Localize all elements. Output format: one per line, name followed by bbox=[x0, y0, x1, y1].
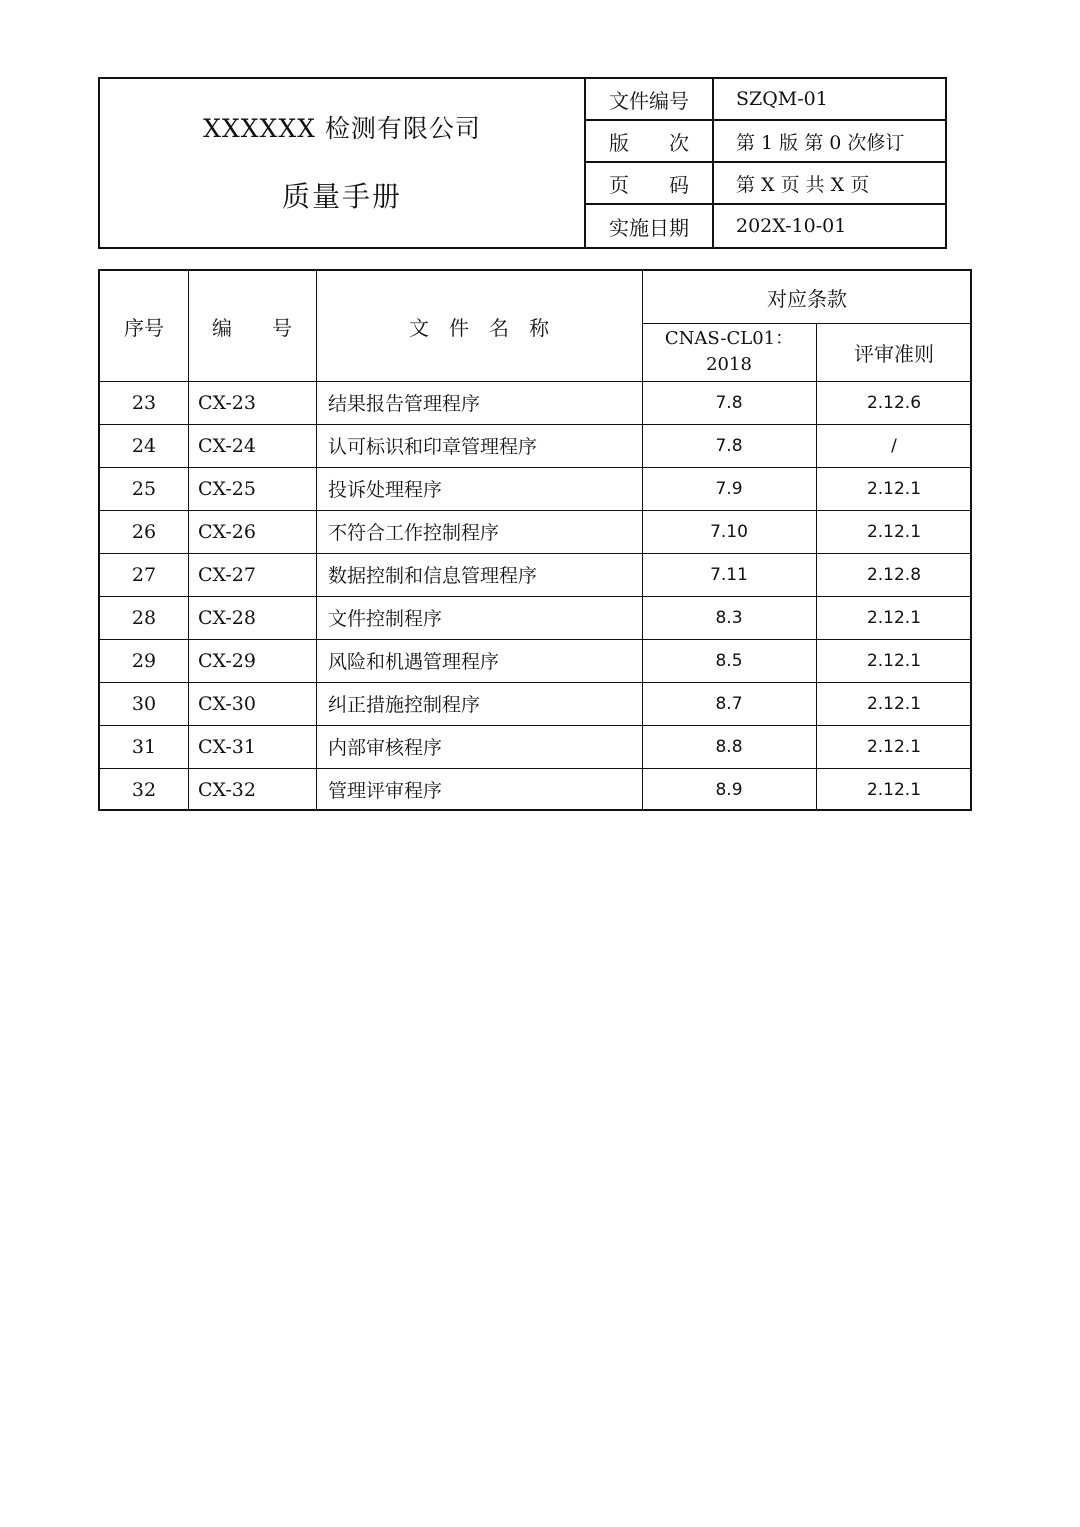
meta-row-page bbox=[586, 163, 945, 205]
cell-review: 2.12.1 bbox=[866, 650, 922, 671]
cell-review: 2.12.1 bbox=[866, 779, 922, 800]
meta-row-edition bbox=[586, 121, 945, 163]
manual-title: 质量手册 bbox=[281, 180, 402, 213]
cell-seq: 27 bbox=[131, 563, 157, 586]
cnas-header-line1: CNAS-CL01： bbox=[664, 328, 794, 349]
column-header-cnas bbox=[642, 323, 816, 381]
meta-row-effective-date bbox=[586, 205, 945, 247]
column-header-review: 评审准则 bbox=[854, 341, 934, 366]
column-header-seq: 序号 bbox=[124, 315, 164, 340]
cell-cnas: 7.9 bbox=[715, 478, 743, 499]
cell-code: CX-27 bbox=[198, 563, 256, 586]
cell-code: CX-32 bbox=[198, 778, 256, 801]
meta-label: 实施日期 bbox=[586, 205, 714, 247]
meta-value: 202X-10-01 bbox=[736, 215, 847, 237]
cell-cnas: 8.9 bbox=[715, 779, 743, 800]
cell-review: 2.12.1 bbox=[866, 478, 922, 499]
cell-name: 文件控制程序 bbox=[328, 608, 443, 630]
cell-cnas: 7.10 bbox=[710, 521, 748, 542]
cell-code: CX-26 bbox=[198, 520, 256, 543]
company-name: XXXXXX 检测有限公司 bbox=[203, 114, 481, 143]
header-meta-block bbox=[586, 79, 945, 247]
cell-review: 2.12.1 bbox=[866, 736, 922, 757]
cell-cnas: 8.3 bbox=[715, 607, 743, 628]
cell-code: CX-24 bbox=[198, 434, 256, 457]
column-header-clauses: 对应条款 bbox=[767, 286, 847, 311]
cell-cnas: 7.8 bbox=[715, 435, 743, 456]
cell-review: 2.12.8 bbox=[866, 564, 922, 585]
cell-seq: 28 bbox=[131, 606, 157, 629]
cell-seq: 24 bbox=[131, 434, 157, 457]
procedure-table bbox=[98, 269, 972, 811]
cell-name: 纠正措施控制程序 bbox=[328, 694, 481, 716]
cell-review: 2.12.1 bbox=[866, 521, 922, 542]
cell-name: 数据控制和信息管理程序 bbox=[328, 565, 538, 587]
column-header-code: 编 号 bbox=[212, 315, 292, 340]
meta-label: 文件编号 bbox=[586, 79, 714, 119]
cell-review: 2.12.1 bbox=[866, 607, 922, 628]
cell-cnas: 8.8 bbox=[715, 736, 743, 757]
column-header-name: 文 件 名 称 bbox=[409, 315, 549, 340]
meta-label: 页 码 bbox=[586, 163, 714, 203]
header-title-block bbox=[100, 79, 586, 247]
document-header bbox=[98, 77, 947, 249]
meta-value: 第 1 版 第 0 次修订 bbox=[736, 131, 905, 154]
cell-name: 认可标识和印章管理程序 bbox=[328, 436, 538, 458]
cell-code: CX-30 bbox=[198, 692, 256, 715]
cell-seq: 32 bbox=[131, 778, 157, 801]
cell-code: CX-23 bbox=[198, 391, 256, 414]
meta-label: 版 次 bbox=[586, 121, 714, 161]
meta-row-doc-number bbox=[586, 79, 945, 121]
cnas-header-line2: 2018 bbox=[706, 354, 752, 375]
cell-name: 不符合工作控制程序 bbox=[328, 522, 500, 544]
cell-cnas: 8.7 bbox=[715, 693, 743, 714]
cell-name: 管理评审程序 bbox=[328, 780, 443, 802]
meta-value: SZQM-01 bbox=[736, 88, 828, 110]
cell-seq: 30 bbox=[131, 692, 157, 715]
cell-name: 结果报告管理程序 bbox=[328, 393, 481, 415]
cell-cnas: 8.5 bbox=[715, 650, 743, 671]
cell-seq: 26 bbox=[131, 520, 157, 543]
cell-name: 投诉处理程序 bbox=[328, 479, 443, 501]
cell-code: CX-31 bbox=[198, 735, 256, 758]
cell-cnas: 7.11 bbox=[710, 564, 748, 585]
cell-seq: 23 bbox=[131, 391, 157, 414]
meta-value: 第 X 页 共 X 页 bbox=[736, 173, 870, 196]
cell-review: 2.12.1 bbox=[866, 693, 922, 714]
cell-seq: 29 bbox=[131, 649, 157, 672]
cell-review: / bbox=[891, 435, 897, 456]
cell-name: 内部审核程序 bbox=[328, 737, 443, 759]
cell-cnas: 7.8 bbox=[715, 392, 743, 413]
cell-seq: 31 bbox=[131, 735, 157, 758]
cell-code: CX-29 bbox=[198, 649, 256, 672]
cell-review: 2.12.6 bbox=[866, 392, 922, 413]
cell-seq: 25 bbox=[131, 477, 157, 500]
cell-code: CX-25 bbox=[198, 477, 256, 500]
cell-name: 风险和机遇管理程序 bbox=[328, 651, 500, 673]
cell-code: CX-28 bbox=[198, 606, 256, 629]
